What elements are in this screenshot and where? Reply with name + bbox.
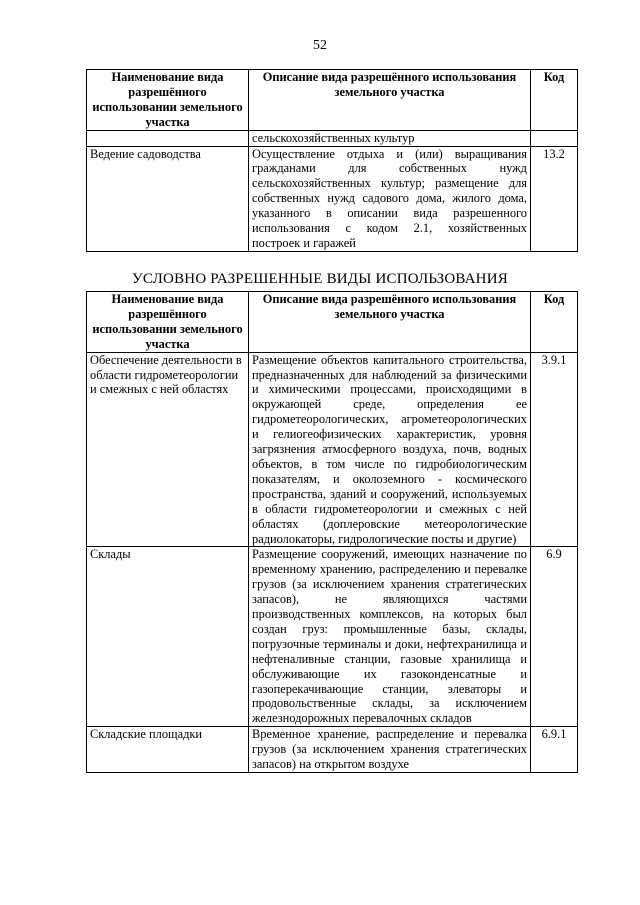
cell-name: Склады [87, 547, 249, 727]
cell-name [87, 130, 249, 146]
table-header-row [87, 70, 578, 131]
cell-description: Размещение объектов капитального строительства, предназначенных для наблюдений за физическими и химическими процессами, происходящими в окружающей среде, определения ее гидрометеорологических, агрометеорологических и гелиогеофизических характеристик, уровня загрязнения атмосферного воздуха, почв, водных объектов, в том числе по гидробиологическим показателям, и околоземного - космического пространства, зданий и сооружений, используемых в области гидрометеорологии и смежных с ней областях (доплеровские метеорологические радиолокаторы, гидрологические посты и другие) [249, 352, 531, 547]
table-row [87, 352, 578, 547]
section-heading: УСЛОВНО РАЗРЕШЕННЫЕ ВИДЫ ИСПОЛЬЗОВАНИЯ [132, 271, 508, 287]
cell-name: Ведение садоводства [87, 146, 249, 251]
cell-description: Размещение сооружений, имеющих назначение по временному хранению, распределению и перевалке грузов (за исключением хранения стратегических запасов), не являющихся частями производственных комплексов, на которых был создан груз: промышленные базы, склады, погрузочные терминалы и доки, нефтехранилища и нефтеналивные станции, газовые хранилища и обслуживающие их газоконденсатные и газоперекачивающие станции, элеваторы и продовольственные склады, за исключением железнодорожных перевалочных складов [249, 547, 531, 727]
header-code: Код [531, 292, 578, 353]
cell-name: Складские площадки [87, 727, 249, 773]
cell-name: Обеспечение деятельности в области гидрометеорологии и смежных с ней областях [87, 352, 249, 547]
table-row [87, 727, 578, 773]
table-row [87, 146, 578, 251]
cell-description: сельскохозяйственных культур [249, 130, 531, 146]
page-number: 52 [313, 38, 327, 53]
table-row [87, 547, 578, 727]
header-description: Описание вида разрешённого использования земельного участка [249, 70, 531, 131]
table-header-row [87, 292, 578, 353]
header-code: Код [531, 70, 578, 131]
cell-code: 13.2 [531, 146, 578, 251]
header-name: Наименование вида разрешённого использовании земельного участка [87, 292, 249, 353]
cell-code: 6.9.1 [531, 727, 578, 773]
cell-description: Временное хранение, распределение и перевалка грузов (за исключением хранения стратегических запасов) на открытом воздухе [249, 727, 531, 773]
cell-code: 6.9 [531, 547, 578, 727]
cell-code [531, 130, 578, 146]
land-use-table-continued [86, 69, 578, 252]
conditional-land-use-table [86, 291, 578, 773]
table-row [87, 130, 578, 146]
header-name: Наименование вида разрешённого использовании земельного участка [87, 70, 249, 131]
cell-code: 3.9.1 [531, 352, 578, 547]
header-description: Описание вида разрешённого использования земельного участка [249, 292, 531, 353]
cell-description: Осуществление отдыха и (или) выращивания гражданами для собственных нужд сельскохозяйственных культур; размещение для собственных нужд садового дома, жилого дома, указанного в описании вида разрешенного использования с кодом 2.1, хозяйственных построек и гаражей [249, 146, 531, 251]
